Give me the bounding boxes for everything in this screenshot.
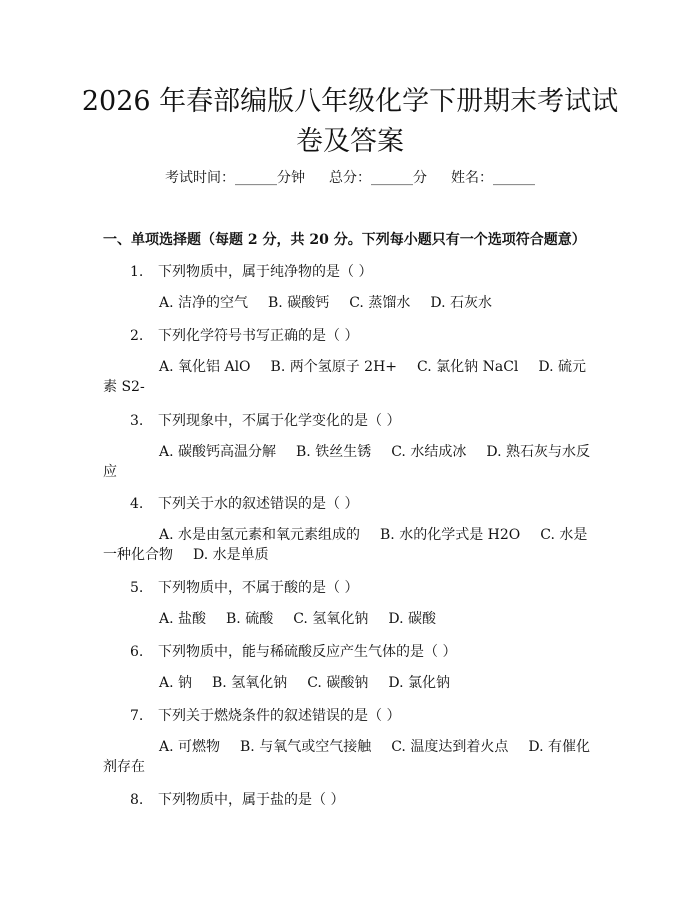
question-stem: 下列物质中，属于纯净物的是（ ） — [158, 264, 373, 280]
question-stem: 下列物质中，能与稀硫酸反应产生气体的是（ ） — [158, 644, 457, 660]
option-b: B. 两个氢原子 2H+ — [270, 359, 398, 375]
option-b: B. 硫酸 — [226, 611, 274, 627]
option-d: D. 碳酸 — [388, 611, 436, 627]
option-a: A. 可燃物 — [159, 739, 221, 755]
student-name-field: 姓名：______ — [451, 170, 535, 186]
question-3 — [130, 411, 400, 431]
option-b: B. 水的化学式是 H2O — [380, 527, 521, 543]
option-a: A. 洁净的空气 — [159, 295, 249, 311]
option-c: C. 温度达到着火点 — [391, 739, 509, 755]
option-d: D. 氯化钠 — [388, 675, 450, 691]
option-c: C. 氢氧化钠 — [293, 611, 369, 627]
question-stem: 下列物质中，属于盐的是（ ） — [158, 792, 345, 808]
question-number: 4. — [130, 496, 144, 512]
option-d: D. 硫元素 S2- — [103, 359, 587, 395]
question-6-options — [103, 673, 600, 693]
option-a: A. 水是由氢元素和氧元素组成的 — [159, 527, 361, 543]
option-b: B. 与氧气或空气接触 — [240, 739, 372, 755]
option-d: D. 熟石灰与水反应 — [103, 444, 590, 480]
question-5 — [130, 578, 358, 598]
question-number: 7. — [130, 708, 144, 724]
question-stem: 下列关于燃烧条件的叙述错误的是（ ） — [158, 708, 401, 724]
question-number: 2. — [130, 328, 144, 344]
question-stem: 下列现象中，不属于化学变化的是（ ） — [158, 413, 401, 429]
question-number: 6. — [130, 644, 144, 660]
section-heading: 一、单项选择题（每题 2 分，共 20 分。下列每小题只有一个选项符合题意） — [103, 232, 586, 248]
question-4-options — [103, 525, 600, 565]
option-b: B. 碳酸钙 — [268, 295, 330, 311]
question-8 — [130, 790, 344, 810]
option-c: C. 水结成冰 — [391, 444, 467, 460]
option-a: A. 钠 — [159, 675, 193, 691]
option-a: A. 碳酸钙高温分解 — [159, 444, 277, 460]
exam-meta-line — [0, 168, 700, 188]
question-5-options — [103, 609, 600, 629]
question-number: 3. — [130, 413, 144, 429]
question-1-options — [103, 293, 600, 313]
question-3-options — [103, 442, 600, 482]
exam-time-field: 考试时间：______分钟 — [165, 170, 305, 186]
option-a: A. 氧化铝 AlO — [159, 359, 251, 375]
option-b: B. 铁丝生锈 — [296, 444, 372, 460]
option-b: B. 氢氧化钠 — [212, 675, 288, 691]
question-stem: 下列化学符号书写正确的是（ ） — [158, 328, 359, 344]
option-c: C. 水是一种化合物 — [103, 527, 588, 563]
option-c: C. 蒸馏水 — [349, 295, 411, 311]
option-d: D. 有催化剂存在 — [103, 739, 590, 775]
question-number: 5. — [130, 580, 144, 596]
question-1 — [130, 262, 372, 282]
question-2 — [130, 326, 358, 346]
question-stem: 下列物质中，不属于酸的是（ ） — [158, 580, 359, 596]
total-score-field: 总分：______分 — [329, 170, 427, 186]
question-2-options — [103, 357, 600, 397]
question-7-options — [103, 737, 600, 777]
question-4 — [130, 494, 358, 514]
title-line-1: 2026 年春部编版八年级化学下册期末考试试 — [81, 86, 619, 117]
question-6 — [130, 642, 456, 662]
question-7 — [130, 706, 400, 726]
option-c: C. 碳酸钠 — [307, 675, 369, 691]
title-line-2: 卷及答案 — [296, 126, 404, 157]
option-a: A. 盐酸 — [159, 611, 207, 627]
option-d: D. 水是单质 — [193, 547, 269, 563]
exam-title — [60, 84, 640, 160]
question-stem: 下列关于水的叙述错误的是（ ） — [158, 496, 359, 512]
option-c: C. 氯化钠 NaCl — [417, 359, 519, 375]
question-number: 1. — [130, 264, 144, 280]
option-d: D. 石灰水 — [430, 295, 492, 311]
question-number: 8. — [130, 792, 144, 808]
